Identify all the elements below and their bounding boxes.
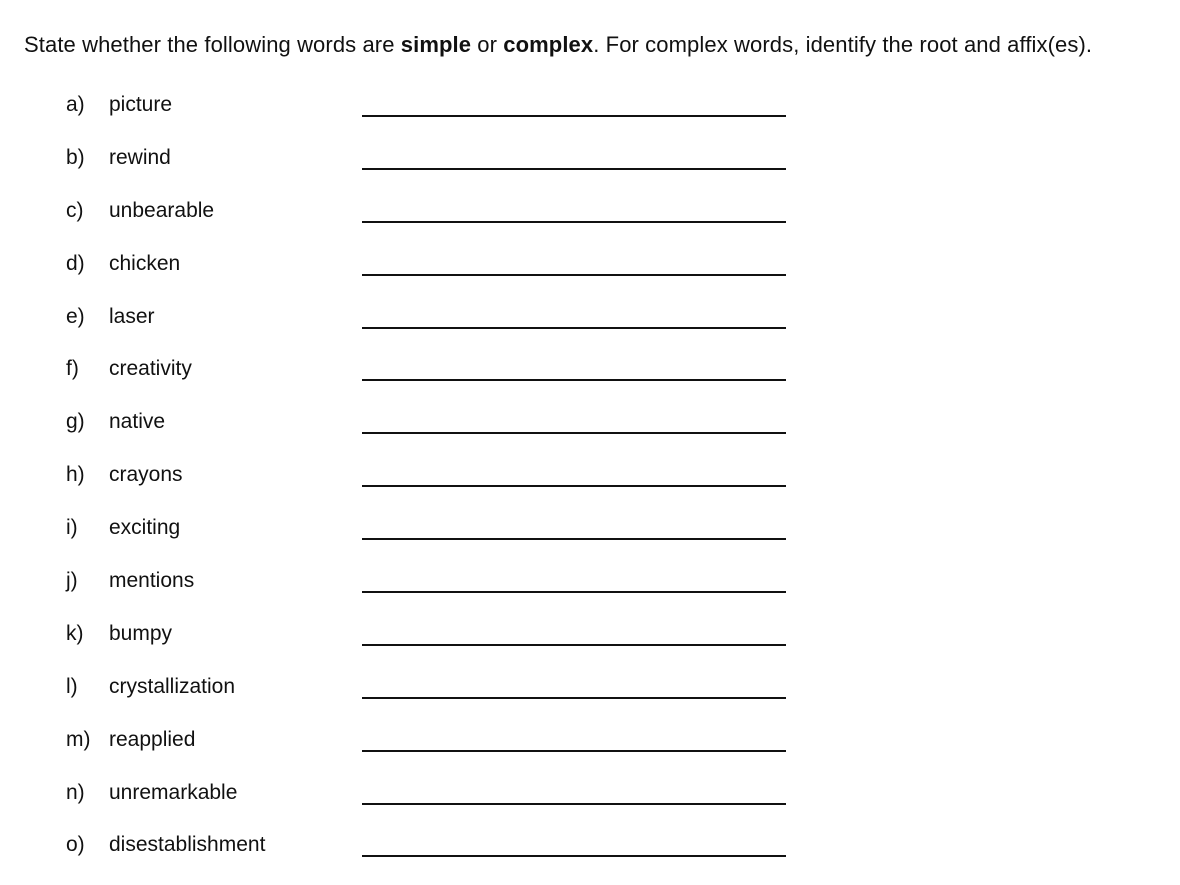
list-item: [0, 82, 1180, 135]
item-word: disestablishment: [109, 833, 266, 857]
list-item: [0, 188, 1180, 241]
instructions-text-3: . For complex words, identify the root and affix(es).: [593, 32, 1093, 57]
answer-line[interactable]: [362, 379, 786, 381]
word-list: [0, 82, 1180, 875]
item-word: bumpy: [109, 621, 173, 645]
item-letter: a): [66, 93, 85, 116]
instructions-text-2: or: [471, 32, 504, 57]
item-word: reapplied: [109, 727, 196, 751]
answer-line[interactable]: [362, 221, 786, 223]
item-letter: i): [66, 516, 78, 540]
list-item: [0, 294, 1180, 347]
item-word: rewind: [109, 145, 171, 169]
instructions-text-1: State whether the following words are: [24, 32, 401, 57]
list-item: [0, 346, 1180, 399]
list-item: [0, 241, 1180, 294]
item-word: unbearable: [109, 198, 215, 222]
list-item: [0, 558, 1180, 611]
item-letter: e): [66, 304, 85, 328]
answer-line[interactable]: [362, 750, 786, 752]
answer-line[interactable]: [362, 644, 786, 646]
item-word: laser: [109, 304, 155, 328]
answer-line[interactable]: [362, 697, 786, 699]
item-letter: o): [66, 833, 85, 857]
list-item: [0, 770, 1180, 823]
answer-line[interactable]: [362, 538, 786, 540]
item-word: native: [109, 410, 166, 434]
answer-line[interactable]: [362, 115, 786, 117]
instructions-complex: complex: [503, 32, 594, 57]
item-letter: d): [66, 251, 85, 275]
item-letter: m): [66, 727, 91, 751]
answer-line[interactable]: [362, 327, 786, 329]
item-word: crystallization: [109, 674, 236, 698]
item-letter: c): [66, 198, 84, 222]
answer-line[interactable]: [362, 485, 786, 487]
item-word: crayons: [109, 463, 183, 487]
instructions: [24, 28, 1144, 62]
list-item: [0, 452, 1180, 505]
answer-line[interactable]: [362, 803, 786, 805]
list-item: [0, 611, 1180, 664]
instructions-simple: simple: [400, 32, 472, 57]
list-item: [0, 505, 1180, 558]
item-letter: n): [66, 780, 85, 804]
answer-line[interactable]: [362, 432, 786, 434]
list-item: [0, 399, 1180, 452]
item-letter: h): [66, 463, 85, 487]
answer-line[interactable]: [362, 591, 786, 593]
item-letter: l): [66, 674, 78, 698]
list-item: [0, 664, 1180, 717]
item-letter: j): [66, 569, 78, 593]
item-word: mentions: [109, 569, 195, 593]
list-item: [0, 135, 1180, 188]
item-word: chicken: [109, 251, 181, 275]
item-letter: g): [66, 410, 85, 434]
list-item: [0, 822, 1180, 875]
list-item: [0, 717, 1180, 770]
item-word: creativity: [109, 357, 192, 381]
item-letter: f): [66, 357, 79, 381]
answer-line[interactable]: [362, 274, 786, 276]
item-word: picture: [109, 93, 173, 116]
item-word: unremarkable: [109, 780, 238, 804]
item-letter: b): [66, 145, 85, 169]
item-letter: k): [66, 621, 84, 645]
answer-line[interactable]: [362, 168, 786, 170]
item-word: exciting: [109, 516, 181, 540]
answer-line[interactable]: [362, 855, 786, 857]
